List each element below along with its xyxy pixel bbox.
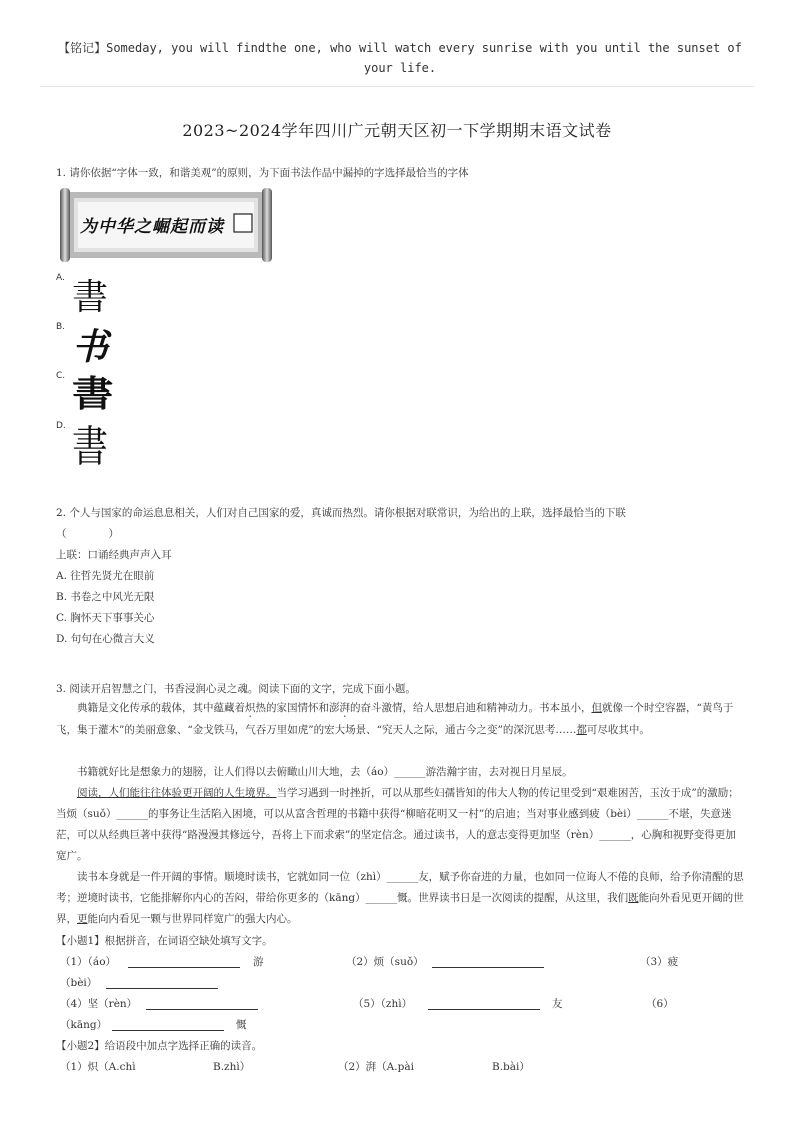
q2-stem: 2. 个人与国家的命运息息相关，人们对自己国家的爱，真诚而热烈。请你根据对联常识，为给出的上联，选择最恰当的下联: [56, 507, 626, 519]
q3-p1-dotted-char-1: 炽: [245, 702, 256, 714]
q3-p1-text-d: 就像一个时空容器，“黄鸟于飞，集于灌木”的美丽意象、“金戈铁马，气吞万里如虎”的宏大场景、“究天人之际，通古今之变”的深沉思考……: [56, 702, 734, 736]
fill-6-suffix: 慨: [236, 1019, 247, 1031]
fill-1-label: （1）（áo）: [60, 956, 117, 968]
q1-stem: 1. 请你依据“字体一致，和谐美观”的原则，为下面书法作品中漏掉的字选择最恰当的字体: [56, 167, 469, 179]
reading-2-option-b[interactable]: B.bài）: [492, 1061, 530, 1073]
q1-option-a-glyph: 書: [72, 277, 109, 318]
reading-2-option-a[interactable]: （2）湃（A.pài: [338, 1061, 414, 1073]
q3-paragraph-3: [56, 783, 746, 867]
fill-4-label: （4）坚（rèn）: [60, 998, 138, 1010]
fill-6-pinyin: （kāng）: [60, 1019, 108, 1031]
fill-2-blank[interactable]: [432, 955, 544, 972]
q3-p4-text-a: 读书本身就是一件开阔的事情。顺境时读书，它就如同一位（zhì）______友，赋予你奋进的力量，也如同一位诲人不倦的良师，给予你清醒的思考；逆境时读书，它能排解你内心的苦闷，带给你更多的（kāng）______慨。世界读书日是一次阅读的提醒，从这里，我们: [56, 871, 744, 904]
q3-p1-dotted-char-2: 湃: [339, 702, 350, 714]
fill-3-label: （3）疲: [640, 956, 679, 968]
fill-3-blank[interactable]: [106, 976, 218, 993]
fill-5-suffix: 友: [552, 998, 563, 1010]
calligraphy-scroll-image: [58, 186, 274, 264]
reading-1-option-b[interactable]: B.zhì）: [213, 1061, 251, 1073]
q3-paragraph-1: [56, 698, 746, 741]
q3-p1-text-b: 热的家国情怀和澎: [255, 702, 340, 714]
fill-6-label: （6）: [646, 998, 674, 1010]
q3-p1-text-a: 典籍是文化传承的载体，其中蕴藏着: [77, 702, 245, 714]
q3-paragraph-2: 书籍就好比是想象力的翅膀，让人们得以去俯瞰山川大地，去（áo）______游浩瀚宇宙，去对视日月星辰。: [77, 766, 573, 778]
q2-option-c: C. 胸怀天下事事关心: [56, 612, 155, 624]
motto: 【铭记】Someday, you will findthe one, who will watch every sunrise with you until the sunset of your life.: [58, 41, 742, 75]
q2-option-d: D. 句句在心微言大义: [56, 633, 155, 645]
q2-option-b: B. 书卷之中风光无限: [56, 591, 155, 603]
fill-6-blank[interactable]: [112, 1018, 224, 1035]
q1-option-b-glyph: 书: [72, 326, 109, 368]
fill-1-blank[interactable]: [128, 955, 240, 972]
q3-p4-underlined-2: 更: [77, 913, 88, 925]
q1-option-b-label: B.: [56, 322, 66, 332]
fill-3-pinyin: （bèi）: [60, 977, 98, 989]
page-title: 2023~2024学年四川广元朝天区初一下学期期末语文试卷: [182, 121, 612, 140]
reading-1-option-a[interactable]: （1）炽（A.chì: [60, 1061, 136, 1073]
q1-option-d-glyph: 書: [72, 423, 109, 473]
q3-p1-text-c: 的奋斗激情，给人思想启迪和精神动力。书本虽小，: [350, 702, 592, 714]
q3-subquestion-2: 【小题2】给语段中加点字选择正确的读音。: [56, 1040, 263, 1052]
fill-2-label: （2）烦（suǒ）: [346, 956, 424, 968]
q3-p4-underlined-1: 既: [628, 892, 639, 904]
q1-option-a-label: A.: [56, 273, 65, 283]
header-divider: [40, 86, 754, 87]
q3-paragraph-4: [56, 867, 746, 930]
q3-subquestion-1: 【小题1】根据拼音，在词语空缺处填写文字。: [56, 935, 273, 947]
q3-p3-text: 当学习遇到一时挫折，可以从那些妇孺皆知的伟大人物的传记里受到“艰难困苦，玉汝于成”的激励；当烦（suǒ）______的事务让生活陷入困境，可以从富含哲理的书籍中获得“柳暗花明又一村”的启迪；当对事业感到疲（bèi）______不堪，失意迷茫，可以从经典巨著中获得“路漫漫其修远兮，吾将上下而求索”的坚定信念。通过读书，人的意志变得更加坚（rèn）______，心胸和视野变得更加宽广。: [56, 787, 739, 862]
q3-p4-text-b: 能向外看见更开阔的世界，: [56, 892, 744, 925]
scroll-calligraphy-text: 为中华之崛起而读: [80, 217, 224, 237]
q3-p3-underlined-sentence: 阅读，人们能往往体验更开阔的人生境界。: [77, 787, 277, 799]
q1-option-d-label: D.: [56, 421, 66, 431]
q3-p1-underlined-1: 但: [591, 702, 602, 714]
q2-upper-couplet: 上联：口诵经典声声入耳: [56, 549, 172, 561]
q1-option-c-label: C.: [56, 371, 66, 381]
q1-option-c-glyph: 書: [72, 373, 114, 415]
fill-1-suffix: 游: [253, 956, 264, 968]
fill-5-blank[interactable]: [428, 997, 540, 1014]
q2-option-a: A. 往哲先贤尤在眼前: [56, 570, 155, 582]
q2-answer-bracket: （ ）: [56, 528, 119, 540]
q3-p1-underlined-2: 都: [576, 724, 587, 736]
q3-p4-text-c: 能向内看见一颗与世界同样宽广的强大内心。: [87, 913, 298, 925]
q3-p1-text-e: 可尽收其中。: [586, 724, 650, 736]
fill-4-blank[interactable]: [146, 997, 258, 1014]
fill-5-label: （5）（zhì）: [353, 998, 413, 1010]
q3-stem: 3. 阅读开启智慧之门，书香浸润心灵之魂。阅读下面的文字，完成下面小题。: [56, 683, 416, 695]
